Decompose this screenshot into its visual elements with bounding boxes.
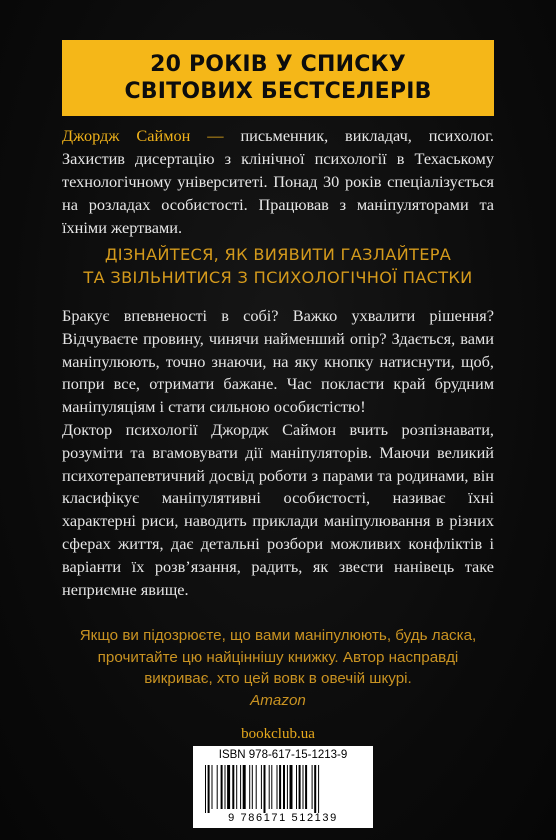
headline-line-2: ТА ЗВІЛЬНИТИСЯ З ПСИХОЛОГІЧНОЇ ПАСТКИ (83, 268, 473, 287)
description-paragraph-1: Бракує впевненості в собі? Важко ухвалити рішення? Відчуваєте провину, чинячи найменший опір? Здається, вами маніпулюють, точно знаючи, на яку кнопку натиснути, щоб, попри все, отримати бажане. Час покласти край брудним маніпуляціям і стати сильною особистістю! (62, 306, 494, 417)
publisher-site: bookclub.ua (241, 726, 315, 742)
bestseller-banner (62, 40, 494, 116)
headline (62, 243, 494, 289)
banner-line-2: СВІТОВИХ БЕСТСЕЛЕРІВ (124, 79, 432, 104)
banner-line-1: 20 РОКІВ У СПИСКУ (150, 52, 406, 77)
barcode-icon (203, 765, 363, 813)
review-quote-source: Amazon (250, 691, 306, 709)
author-bio (62, 124, 494, 239)
isbn-label: ISBN 978-617-15-1213-9 (218, 749, 348, 761)
description-paragraph-2: Доктор психології Джордж Саймон вчить розпізнавати, розуміти та вгамовувати дії маніпуляторів. Маючи великий психотерапевтичний досвід роботи з парами та родинами, він класифікує маніпулятивні особистості, називає їхні характерні риси, наводить приклади маніпулювання в різних сферах життя, дає детальні розбори можливих конфліктів і варіанти їх розв’язання, радить, як звести нанівець таке неприємне явище. (62, 419, 494, 599)
barcode-digits: 9 786171 512139 (228, 812, 338, 824)
author-bio-text: письменник, викладач, психолог. Захистив дисертацію з клінічної психології в Техаському технологічному університеті. Понад 30 років спеціалізується на розладах особистості. Працював з маніпуляторами та їхніми жертвами. (62, 126, 494, 237)
author-name: Джордж Саймон — (62, 126, 224, 145)
review-quote-text: Якщо ви підозрюєте, що вами маніпулюють, будь ласка, прочитайте цю найціннішу книжку. Автор насправді викриває, хто цей вовк в овечій шкурі. (79, 627, 477, 687)
headline-line-1: ДІЗНАЙТЕСЯ, ЯК ВИЯВИТИ ГАЗЛАЙТЕРА (104, 245, 452, 264)
description (62, 305, 494, 601)
barcode-box (193, 746, 373, 828)
review-quote (62, 625, 494, 711)
